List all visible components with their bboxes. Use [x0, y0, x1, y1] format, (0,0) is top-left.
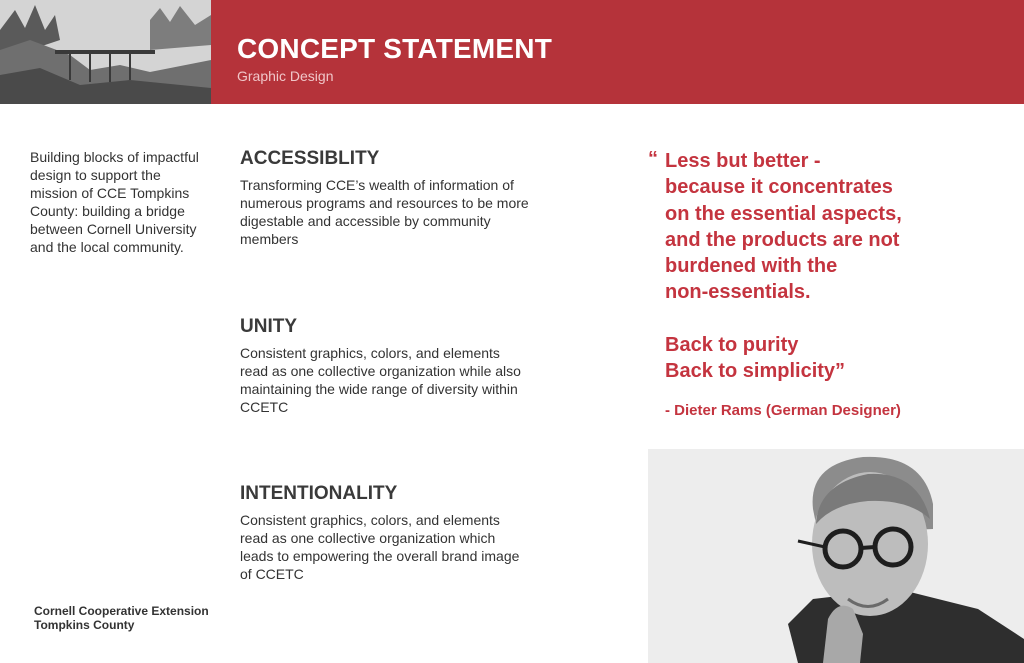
quote-open-mark: “	[648, 148, 658, 170]
page-subtitle: Graphic Design	[237, 68, 334, 84]
quote-text	[665, 148, 988, 384]
section-heading: INTENTIONALITY	[240, 483, 398, 504]
organization-line: Cornell Cooperative Extension	[34, 604, 209, 618]
quote-line: and the products are not	[665, 228, 900, 251]
portrait-image	[648, 449, 1024, 663]
organization-name	[34, 604, 209, 632]
page-title: CONCEPT STATEMENT	[237, 33, 553, 64]
quote-line: Less but better -	[665, 150, 821, 172]
quote-line: because it concentrates	[665, 176, 893, 199]
quote-block	[648, 148, 988, 384]
quote-attribution: - Dieter Rams (German Designer)	[665, 402, 901, 419]
intro-text: Building blocks of impactful design to support the mission of CCE Tompkins County: building a bridge between Cornell University and the local community.	[30, 149, 199, 255]
quote-line: Back to purity	[665, 333, 799, 356]
section-body: Transforming CCE’s wealth of information of numerous programs and resources to be more digestable and accessible by community members	[240, 177, 529, 247]
bridge-gorge-image	[0, 0, 211, 104]
section-heading: ACCESSIBLITY	[240, 148, 380, 169]
section-heading: UNITY	[240, 316, 297, 337]
quote-line: on the essential aspects,	[665, 202, 902, 225]
quote-line: Back to simplicity”	[665, 360, 846, 383]
section-intentionality	[240, 483, 530, 583]
organization-line: Tompkins County	[34, 618, 135, 632]
section-unity	[240, 316, 530, 416]
quote-line: burdened with the	[665, 255, 838, 278]
quote-gap	[665, 306, 988, 332]
section-body: Consistent graphics, colors, and elements read as one collective organization while also maintaining the wide range of diversity within CCETC	[240, 345, 521, 415]
quote-line: non-essentials.	[665, 281, 811, 304]
section-body: Consistent graphics, colors, and elements read as one collective organization which leads to empowering the overall brand image of CCETC	[240, 512, 520, 582]
header-bridge-photo	[0, 0, 211, 104]
section-accessibility	[240, 148, 530, 248]
designer-portrait-photo	[648, 449, 1024, 663]
